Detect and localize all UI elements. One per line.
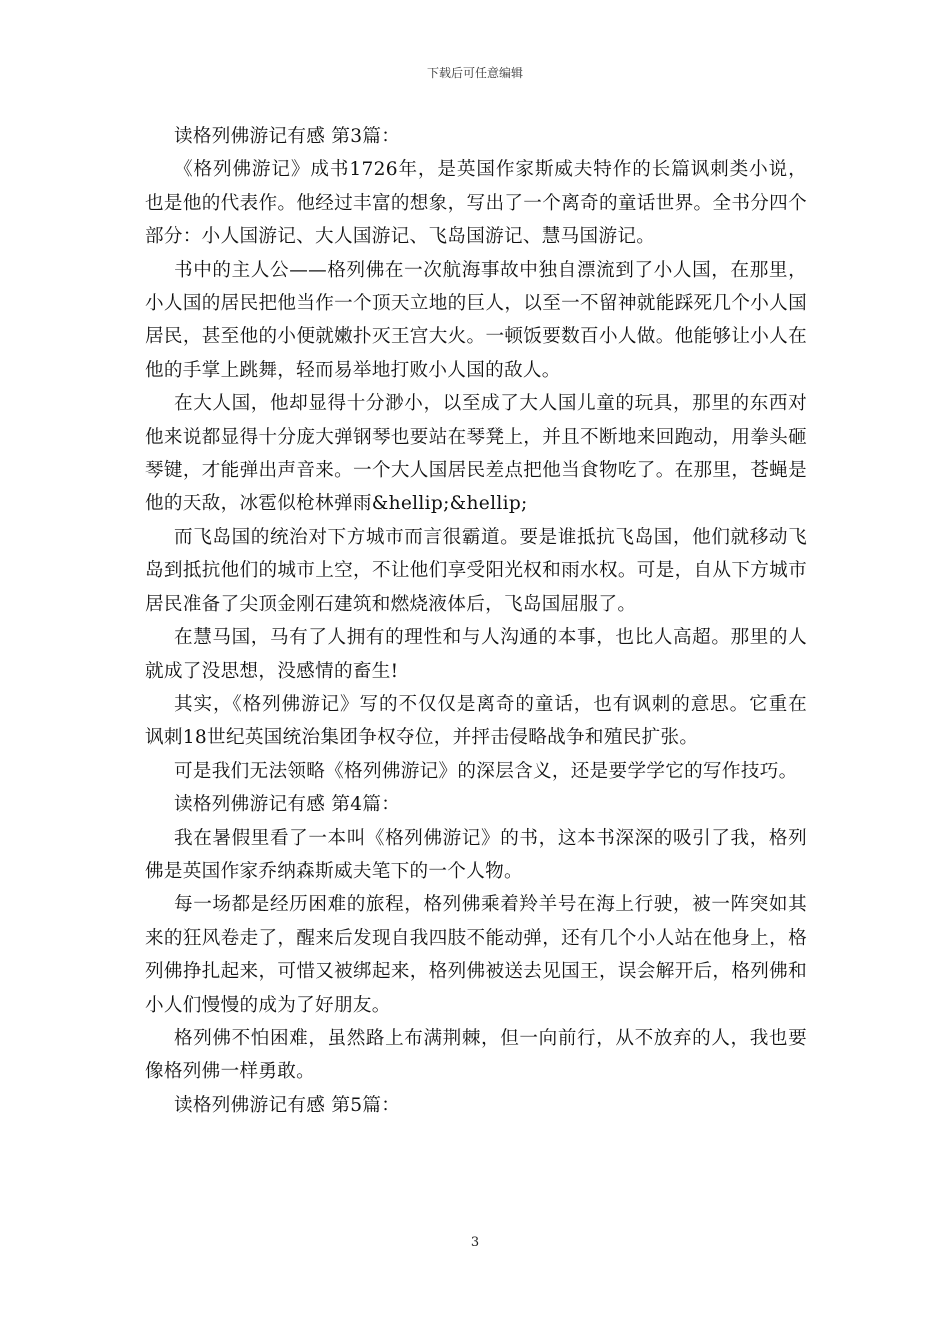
body-paragraph: 可是我们无法领略《格列佛游记》的深层含义，还是要学学它的写作技巧。: [174, 760, 798, 782]
document-body: [145, 120, 807, 1122]
body-paragraph: 书中的主人公——格列佛在一次航海事故中独自漂流到了小人国，在那里，小人国的居民把他当作一个顶天立地的巨人，以至一不留神就能踩死几个小人国居民，甚至他的小便就嫩扑灭王宫大火。一顿饭要数百小人做。他能够让小人在他的手掌上跳舞，轻而易举地打败小人国的敌人。: [145, 259, 807, 381]
page-header: 下载后可任意编辑: [426, 66, 523, 80]
section-heading-4: 读格列佛游记有感 第4篇：: [174, 794, 401, 816]
body-paragraph: 我在暑假里看了一本叫《格列佛游记》的书，这本书深深的吸引了我，格列佛是英国作家乔纳森斯威夫笔下的一个人物。: [145, 827, 807, 882]
body-paragraph: 格列佛不怕困难，虽然路上布满荆棘，但一向前行，从不放弃的人，我也要像格列佛一样勇敢。: [145, 1027, 807, 1083]
body-paragraph: 在大人国，他却显得十分渺小，以至成了大人国儿童的玩具，那里的东西对他来说都显得十分庞大弹钢琴也要站在琴凳上，并且不断地来回跑动，用拳头砸琴键，才能弹出声音来。一个大人国居民差点把他当食物吃了。在那里，苍蝇是他的天敌，冰雹似枪林弹雨&hellip;&hellip;: [145, 393, 807, 515]
section-heading-3: 读格列佛游记有感 第3篇：: [174, 126, 401, 147]
body-paragraph: 而飞岛国的统治对下方城市而言很霸道。要是谁抵抗飞岛国，他们就移动飞岛到抵抗他们的城市上空，不让他们享受阳光权和雨水权。可是，自从下方城市居民准备了尖顶金刚石建筑和燃烧液体后，飞岛国屈服了。: [145, 526, 807, 615]
body-paragraph: 每一场都是经历困难的旅程，格列佛乘着羚羊号在海上行驶，被一阵突如其来的狂风卷走了，醒来后发现自我四肢不能动弹，还有几个小人站在他身上，格列佛挣扎起来，可惜又被绑起来，格列佛被送去见国王，误会解开后，格列佛和小人们慢慢的成为了好朋友。: [145, 894, 807, 1016]
body-paragraph: 《格列佛游记》成书1726年，是英国作家斯威夫特作的长篇讽刺类小说，也是他的代表作。他经过丰富的想象，写出了一个离奇的童话世界。全书分四个部分：小人国游记、大人国游记、飞岛国游记、慧马国游记。: [145, 159, 807, 248]
section-heading-5: 读格列佛游记有感 第5篇：: [174, 1094, 401, 1116]
body-paragraph: 在慧马国，马有了人拥有的理性和与人沟通的本事，也比人高超。那里的人就成了没思想，没感情的畜生!: [145, 627, 807, 682]
body-paragraph: 其实，《格列佛游记》写的不仅仅是离奇的童话，也有讽刺的意思。它重在讽刺18世纪英国统治集团争权夺位，并抨击侵略战争和殖民扩张。: [145, 693, 807, 749]
page-number: 3: [470, 1235, 480, 1250]
